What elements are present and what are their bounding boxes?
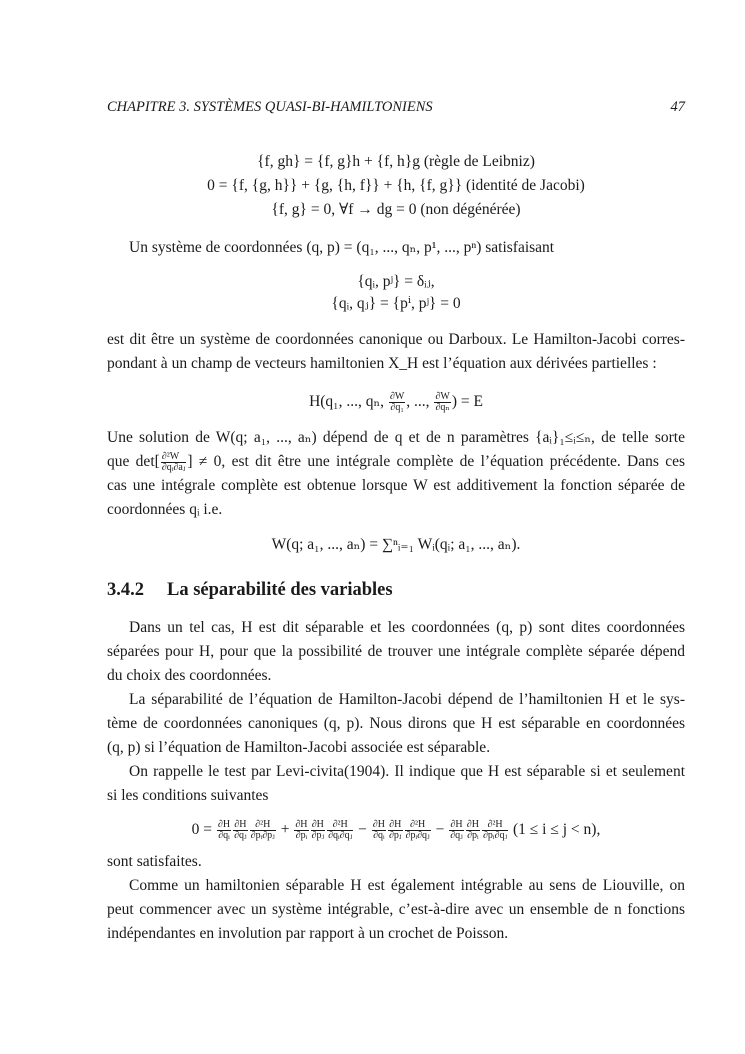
math-text: −	[431, 821, 449, 838]
math-text: que det[	[107, 453, 160, 470]
equation: {qᵢ, qⱼ} = {pⁱ, pʲ} = 0	[331, 295, 461, 312]
fraction-numerator: ∂²W	[161, 452, 187, 463]
math-text: H(q₁, ..., qₙ,	[309, 393, 388, 410]
fraction-denominator: ∂qⱼ	[450, 829, 463, 841]
text-line: indépendantes en involution par rapport à un crochet de Poisson.	[107, 925, 509, 942]
equation-leibniz: {f, gh} = {f, g}h + {f, h}g (règle de Leibniz)	[257, 153, 535, 170]
fraction-denominator: ∂qᵢ∂qⱼ	[328, 829, 353, 841]
text-line: peut commencer avec un système intégrable, c’est-à-dire avec un ensemble de n fonctions	[107, 901, 685, 918]
fraction-denominator: ∂pᵢ	[295, 829, 308, 841]
paragraph	[107, 328, 685, 376]
fraction	[311, 820, 326, 841]
equations-canonical	[107, 271, 685, 315]
equation-hamilton-jacobi	[107, 388, 685, 416]
fraction	[250, 820, 276, 841]
equation-w-sum	[107, 533, 685, 557]
fraction	[233, 820, 248, 841]
fraction-denominator: ∂qₙ	[435, 401, 450, 413]
paragraph	[107, 426, 685, 522]
fraction-denominator: ∂qⱼ	[234, 829, 247, 841]
text-line: sont satisfaites.	[107, 853, 202, 870]
text-line	[107, 498, 685, 522]
fraction-denominator: ∂pᵢ∂pⱼ	[250, 829, 275, 841]
text-line: (q, p) si l’équation de Hamilton-Jacobi associée est séparable.	[107, 739, 491, 756]
math-text: cas une intégrale complète est obtenue lorsque W est additivement la fonction séparée de	[107, 477, 685, 494]
fraction-numerator: ∂H	[389, 818, 402, 830]
fraction	[294, 820, 308, 841]
section-title: La séparabilité des variables	[167, 580, 393, 600]
fraction-numerator: ∂H	[234, 818, 247, 830]
math-text: Une solution de W(q; a₁, ..., aₙ) dépend de q et de n paramètres {aᵢ}₁≤ᵢ≤ₙ, de telle sorte	[107, 429, 685, 446]
fraction-denominator: ∂pᵢ∂qⱼ	[405, 829, 430, 841]
fraction-numerator: ∂²H	[327, 820, 353, 831]
text-line: Dans un tel cas, H est dit séparable et les coordonnées (q, p) sont dites coordonnées	[129, 619, 685, 636]
fraction	[405, 820, 431, 841]
section-heading	[107, 580, 685, 601]
fraction-numerator: ∂W	[435, 390, 450, 402]
fraction	[466, 820, 480, 841]
fraction-numerator: ∂H	[295, 818, 308, 830]
fraction	[372, 820, 386, 841]
section-number: 3.4.2	[107, 580, 144, 600]
fraction-numerator: ∂H	[466, 818, 479, 830]
fraction-numerator: ∂H	[217, 818, 231, 830]
fraction-numerator: ∂²H	[482, 820, 508, 831]
fraction-numerator: ∂H	[450, 818, 463, 830]
text-line	[107, 450, 685, 474]
math-text: (1 ≤ i ≤ j < n),	[509, 821, 601, 838]
text-line: On rappelle le test par Levi-civita(1904). Il indique que H est séparable si et seulement	[129, 763, 685, 780]
math-text: +	[276, 821, 294, 838]
fraction-numerator: ∂²H	[250, 820, 276, 831]
math-text: ] ≠ 0, est dit être une intégrale complète de l’équation précédente. Dans ces	[187, 453, 685, 470]
math-text: coordonnées qᵢ i.e.	[107, 501, 223, 518]
fraction	[449, 820, 464, 841]
fraction	[482, 820, 508, 841]
equation-nondegenerate: {f, g} = 0, ∀f → dg = 0 (non dégénérée)	[271, 201, 521, 218]
text-line: tème de coordonnées canoniques (q, p). Nous dirons que H est séparable en coordonnées	[107, 715, 685, 732]
fraction-denominator: ∂pᵢ	[467, 829, 479, 841]
fraction-denominator: ∂qᵢ	[218, 829, 230, 841]
fraction	[389, 392, 405, 413]
running-header	[107, 99, 685, 116]
math-text: , ...,	[406, 393, 434, 410]
paragraph	[107, 850, 685, 946]
fraction-denominator: ∂pᵢ∂qⱼ	[482, 829, 508, 841]
equation: {qᵢ, pʲ} = δᵢⱼ,	[357, 273, 435, 290]
fraction	[388, 820, 403, 841]
text-line: Comme un hamiltonien séparable H est également intégrable au sens de Liouville, on	[129, 877, 685, 894]
fraction-numerator: ∂H	[372, 818, 385, 830]
text-line	[107, 474, 685, 498]
page-number: 47	[670, 99, 685, 115]
paragraph	[107, 236, 685, 260]
text-line: si les conditions suivantes	[107, 787, 269, 804]
equation	[107, 815, 685, 845]
fraction-numerator: ∂²H	[405, 820, 431, 831]
equations-poisson	[107, 150, 685, 222]
text-line: Un système de coordonnées (q, p) = (q₁, ..., qₙ, p¹, ..., pⁿ) satisfaisant	[129, 239, 555, 256]
fraction	[434, 392, 450, 413]
fraction-denominator: ∂pⱼ	[388, 829, 402, 841]
math-text: −	[354, 821, 371, 838]
fraction-numerator: ∂W	[389, 390, 405, 402]
fraction	[217, 820, 231, 841]
text-line	[107, 426, 685, 450]
equation	[107, 388, 685, 416]
paragraph	[107, 616, 685, 808]
math-text: 0 =	[191, 821, 216, 838]
text-line: du choix des coordonnées.	[107, 667, 272, 684]
chapter-title: CHAPITRE 3. SYSTÈMES QUASI-BI-HAMILTONIENS	[107, 99, 433, 115]
equation-levi-civita	[107, 815, 685, 845]
fraction-numerator: ∂H	[311, 818, 324, 830]
math-text: ) = E	[451, 393, 483, 410]
equation: W(q; a₁, ..., aₙ) = ∑ⁿᵢ₌₁ Wᵢ(qᵢ; a₁, ..., aₙ).	[271, 536, 521, 553]
fraction-denominator: ∂qᵢ	[373, 829, 385, 841]
fraction	[327, 820, 353, 841]
text-line: pondant à un champ de vecteurs hamiltonien X_H est l’équation aux dérivées partielles :	[107, 355, 657, 372]
fraction-denominator: ∂pⱼ	[311, 829, 325, 841]
fraction	[161, 452, 187, 473]
text-line: est dit être un système de coordonnées canonique ou Darboux. Le Hamilton-Jacobi corres-	[107, 331, 685, 348]
fraction-denominator: ∂q₁	[390, 401, 404, 413]
equation-jacobi: 0 = {f, {g, h}} + {g, {h, f}} + {h, {f, g}} (identité de Jacobi)	[207, 177, 585, 194]
text-line: La séparabilité de l’équation de Hamilton-Jacobi dépend de l’hamiltonien H et le sys-	[129, 691, 685, 708]
text-line: séparées pour H, pour que la possibilité de trouver une intégrale complète séparée dépend	[107, 643, 685, 660]
fraction-denominator: ∂qᵢ∂aⱼ	[161, 461, 186, 473]
